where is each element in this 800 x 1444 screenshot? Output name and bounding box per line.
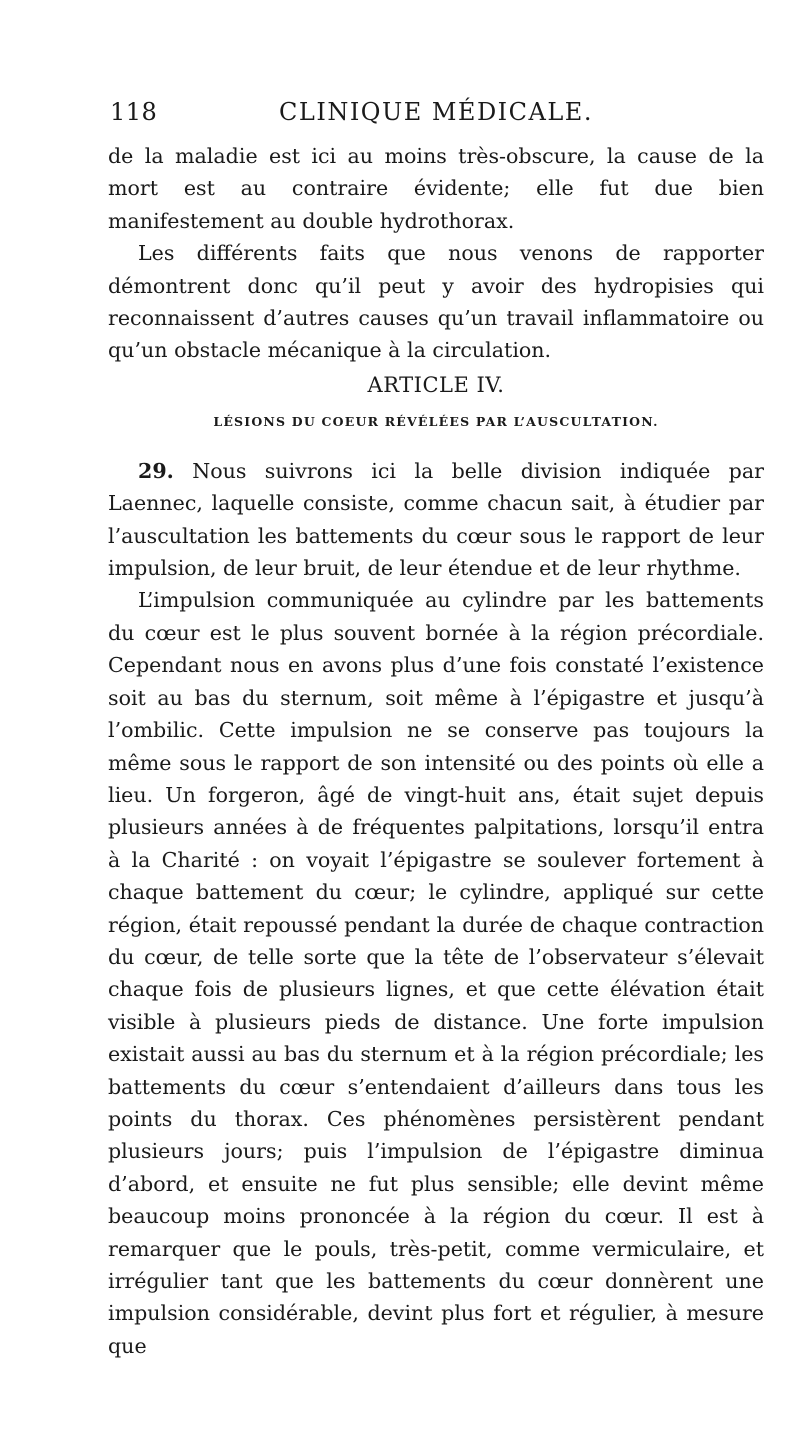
article-heading: ARTICLE IV. <box>367 372 505 397</box>
section-number: 29. <box>138 458 174 483</box>
paragraph: Les différents faits que nous venons de rapporter démontrent donc qu’il peut y avoir des hydropisies qui reconnaissent d’autres causes qu’un travail inflammatoire ou qu’un obstacle mécanique à la circulation. <box>108 241 764 363</box>
body-text <box>108 140 764 1362</box>
paragraph-continuation: de la maladie est ici au moins très-obscure, la cause de la mort est au contraire évidente; elle fut due bien manifestement au double hydrothorax. <box>108 144 764 233</box>
section-subheading: LÉSIONS DU COEUR RÉVÉLÉES PAR L’AUSCULTATION. <box>213 413 659 429</box>
page-header <box>108 98 764 134</box>
paragraph-text: Nous suivrons ici la belle division indiquée par Laennec, laquelle consiste, comme chacun sait, à étudier par l’auscultation les battements du cœur sous le rapport de leur impulsion, de leur bruit, de leur étendue et de leur rhythme. <box>108 458 764 581</box>
paragraph: L’impulsion communiquée au cylindre par les battements du cœur est le plus souvent bornée à la région précordiale. Cependant nous en avons plus d’une fois constaté l’existence soit au bas du sternum, soit même à l’épigastre et jusqu’à l’ombilic. Cette impulsion ne se conserve pas toujours la même sous le rapport de son intensité ou des points où elle a lieu. Un forgeron, âgé de vingt-huit ans, était sujet depuis plusieurs années à de fréquentes palpitations, lorsqu’il entra à la Charité : on voyait l’épigastre se soulever fortement à chaque battement du cœur; le cylindre, appliqué sur cette région, était repoussé pendant la durée de chaque contraction du cœur, de telle sorte que la tête de l’observateur s’élevait chaque fois de plusieurs lignes, et que cette élévation était visible à plusieurs pieds de distance. Une forte impulsion existait aussi au bas du sternum et à la région précordiale; les battements du cœur s’entendaient d’ailleurs dans tous les points du thorax. Ces phénomènes persistèrent pendant plusieurs jours; puis l’impulsion de l’épigastre diminua d’abord, et ensuite ne fut plus sensible; elle devint même beaucoup moins prononcée à la région du cœur. Il est à remarquer que le pouls, très-petit, comme vermiculaire, et irrégulier tant que les battements du cœur donnèrent une impulsion considérable, devint plus fort et régulier, à mesure que <box>108 588 764 1358</box>
page-number: 118 <box>110 98 158 126</box>
running-title: CLINIQUE MÉDICALE. <box>279 98 593 126</box>
paragraph-section-29 <box>108 455 764 585</box>
